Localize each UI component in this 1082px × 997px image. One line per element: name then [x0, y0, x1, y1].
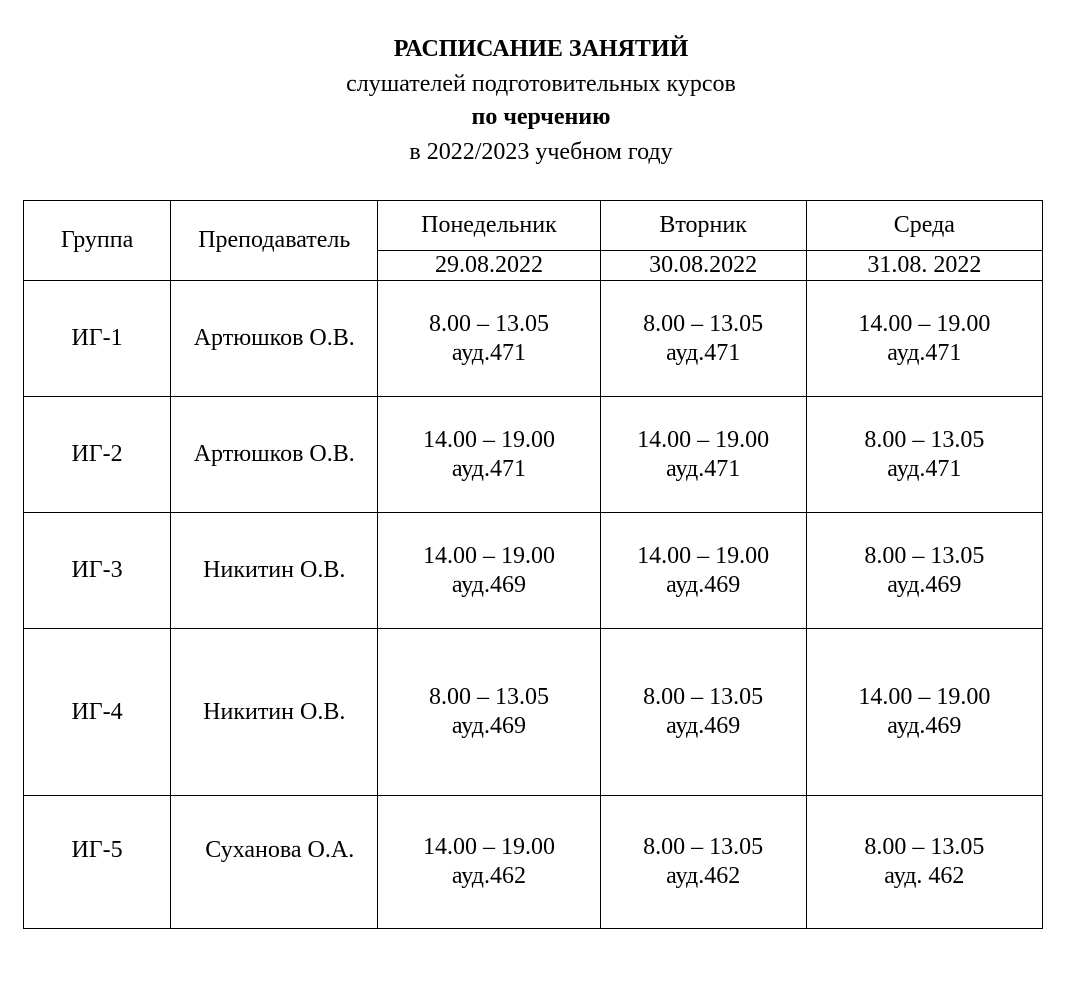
teacher-cell: Артюшков О.В.: [171, 397, 378, 513]
time-slot: 8.00 – 13.05: [864, 834, 985, 860]
teacher-cell: Никитин О.В.: [171, 629, 378, 796]
table-row: [24, 629, 1043, 796]
schedule-cell: [806, 796, 1042, 929]
room-label: ауд.469: [887, 571, 962, 598]
table-header-row: [24, 201, 1043, 251]
column-header-day: Понедельник: [378, 201, 600, 251]
schedule-cell: [806, 629, 1042, 796]
group-cell: [24, 796, 171, 929]
column-header-teacher: Преподаватель: [171, 201, 378, 281]
time-slot: 8.00 – 13.05: [864, 542, 985, 569]
room-label: ауд.469: [887, 713, 962, 739]
schedule-cell: [806, 513, 1042, 629]
room-label: ауд.471: [887, 339, 962, 366]
time-slot: 14.00 – 19.00: [858, 684, 991, 710]
teacher-cell: Никитин О.В.: [171, 513, 378, 629]
time-slot: 14.00 – 19.00: [637, 542, 770, 569]
teacher-label: Суханова О.А.: [205, 836, 355, 863]
room-label: ауд.471: [451, 455, 527, 482]
schedule-cell: [600, 397, 806, 513]
room-label: ауд.469: [451, 713, 527, 739]
document-subtitle: слушателей подготовительных курсов: [346, 71, 736, 97]
teacher-cell: Артюшков О.В.: [171, 281, 378, 397]
column-header-date: 29.08.2022: [378, 251, 600, 281]
schedule-cell: [600, 796, 806, 929]
schedule-cell: [600, 281, 806, 397]
room-label: ауд. 462: [884, 863, 965, 889]
room-label: ауд.469: [666, 713, 741, 739]
time-slot: 8.00 – 13.05: [643, 310, 764, 337]
time-slot: 14.00 – 19.00: [858, 310, 991, 337]
time-slot: 14.00 – 19.00: [637, 426, 770, 453]
time-slot: 14.00 – 19.00: [422, 542, 555, 569]
room-label: ауд.471: [887, 455, 962, 482]
column-header-date: 30.08.2022: [600, 251, 806, 281]
time-slot: 8.00 – 13.05: [864, 426, 985, 453]
time-slot: 8.00 – 13.05: [643, 834, 764, 860]
document-title: РАСПИСАНИЕ ЗАНЯТИЙ: [393, 36, 689, 62]
table-row: [24, 281, 1043, 397]
time-slot: 8.00 – 13.05: [428, 684, 549, 710]
column-header-day: Вторник: [600, 201, 806, 251]
schedule-cell: [378, 397, 600, 513]
document-subject: по черчению: [471, 104, 611, 130]
time-slot: 14.00 – 19.00: [422, 426, 555, 453]
group-cell: ИГ-3: [24, 513, 171, 629]
room-label: ауд.469: [451, 571, 527, 598]
schedule-cell: [600, 513, 806, 629]
table-row: [24, 513, 1043, 629]
room-label: ауд.471: [451, 339, 527, 366]
group-cell: ИГ-4: [24, 629, 171, 796]
room-label: ауд.471: [666, 455, 741, 482]
group-cell: ИГ-2: [24, 397, 171, 513]
table-row: [24, 397, 1043, 513]
schedule-cell: [600, 629, 806, 796]
room-label: ауд.462: [666, 863, 741, 889]
group-label: ИГ-5: [71, 836, 123, 863]
schedule-table: [23, 200, 1043, 929]
teacher-cell: [171, 796, 378, 929]
document-academic-year: в 2022/2023 учебном году: [409, 139, 673, 165]
time-slot: 8.00 – 13.05: [428, 310, 549, 337]
schedule-cell: [378, 796, 600, 929]
group-cell: ИГ-1: [24, 281, 171, 397]
schedule-cell: [378, 629, 600, 796]
column-header-group: Группа: [24, 201, 171, 281]
room-label: ауд.471: [666, 339, 741, 366]
table-row: [24, 796, 1043, 929]
schedule-cell: [378, 281, 600, 397]
schedule-cell: [806, 281, 1042, 397]
column-header-day: Среда: [806, 201, 1042, 251]
room-label: ауд.469: [666, 571, 741, 598]
schedule-cell: [806, 397, 1042, 513]
schedule-cell: [378, 513, 600, 629]
time-slot: 14.00 – 19.00: [422, 834, 555, 860]
room-label: ауд.462: [451, 863, 527, 889]
column-header-date: 31.08. 2022: [806, 251, 1042, 281]
time-slot: 8.00 – 13.05: [643, 684, 764, 710]
